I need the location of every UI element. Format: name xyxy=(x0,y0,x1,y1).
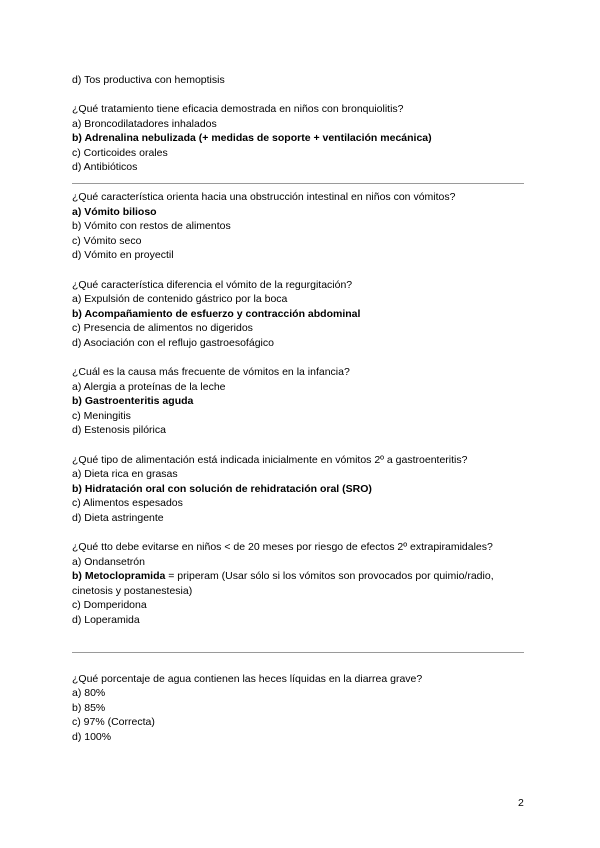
line-text: ¿Qué tipo de alimentación está indicada inicialmente en vómitos 2º a gastroenteritis? xyxy=(72,454,468,466)
answer-note xyxy=(72,584,192,598)
line-text: = priperam (Usar sólo si los vómitos son provocados por quimio/radio, xyxy=(165,570,494,582)
line-text: c) Domperidona xyxy=(72,599,147,611)
line-text: c) Alimentos espesados xyxy=(72,497,183,509)
line-text: ¿Qué tto debe evitarse en niños < de 20 meses por riesgo de efectos 2º extrapiramidales? xyxy=(72,541,493,553)
section-divider xyxy=(72,183,524,184)
answer-option xyxy=(72,511,164,525)
answer-option xyxy=(72,467,178,481)
answer-option xyxy=(72,321,253,335)
line-text: c) Meningitis xyxy=(72,410,131,422)
line-text: cinetosis y postanestesia) xyxy=(72,585,193,597)
line-text: ¿Qué tratamiento tiene eficacia demostrada en niños con bronquiolitis? xyxy=(72,103,404,115)
bold-text: b) Acompañamiento de esfuerzo y contracción abdominal xyxy=(72,308,361,320)
answer-option xyxy=(72,555,145,569)
bold-text: a) Vómito bilioso xyxy=(72,206,157,218)
line-text: d) Asociación con el reflujo gastroesofágico xyxy=(72,337,274,349)
line-text: b) Vómito con restos de alimentos xyxy=(72,220,231,232)
line-text: a) Dieta rica en grasas xyxy=(72,468,178,480)
bold-text: b) Metoclopramida xyxy=(72,570,166,582)
question-text xyxy=(72,102,404,116)
line-text: d) Loperamida xyxy=(72,614,140,626)
line-text: ¿Qué porcentaje de agua contienen las heces líquidas en la diarrea grave? xyxy=(72,673,423,685)
line-text: d) Vómito en proyectil xyxy=(72,249,174,261)
bold-text: b) Hidratación oral con solución de rehidratación oral (SRO) xyxy=(72,483,372,495)
line-text: c) 97% (Correcta) xyxy=(72,716,155,728)
line-text: d) Tos productiva con hemoptisis xyxy=(72,74,225,86)
answer-option-correct xyxy=(72,482,372,496)
answer-option xyxy=(72,117,217,131)
answer-option xyxy=(72,160,137,174)
answer-option-correct xyxy=(72,307,360,321)
answer-option xyxy=(72,146,168,160)
line-text: a) Broncodilatadores inhalados xyxy=(72,118,217,130)
line-text: c) Presencia de alimentos no digeridos xyxy=(72,322,253,334)
line-text: ¿Qué característica orienta hacia una obstrucción intestinal en niños con vómitos? xyxy=(72,191,456,203)
answer-option xyxy=(72,336,274,350)
question-text xyxy=(72,540,493,554)
bold-text: b) Adrenalina nebulizada (+ medidas de soporte + ventilación mecánica) xyxy=(72,132,432,144)
section-divider xyxy=(72,652,524,653)
line-text: a) Alergia a proteínas de la leche xyxy=(72,381,226,393)
answer-option xyxy=(72,409,131,423)
line-text: d) Antibióticos xyxy=(72,161,138,173)
line-text: d) Dieta astringente xyxy=(72,512,164,524)
line-text: ¿Cuál es la causa más frecuente de vómitos en la infancia? xyxy=(72,366,350,378)
line-text: a) Ondansetrón xyxy=(72,556,145,568)
question-text xyxy=(72,190,455,204)
line-text: b) 85% xyxy=(72,702,106,714)
answer-option xyxy=(72,423,166,437)
answer-option xyxy=(72,292,287,306)
answer-option-correct xyxy=(72,205,157,219)
answer-option xyxy=(72,496,183,510)
answer-option-correct xyxy=(72,394,193,408)
answer-option xyxy=(72,234,141,248)
answer-option xyxy=(72,73,225,87)
answer-option xyxy=(72,598,147,612)
line-text: d) 100% xyxy=(72,731,112,743)
question-text xyxy=(72,278,352,292)
answer-option xyxy=(72,730,111,744)
answer-option xyxy=(72,380,226,394)
answer-option-correct xyxy=(72,131,432,145)
answer-option xyxy=(72,219,231,233)
bold-text: b) Gastroenteritis aguda xyxy=(72,395,194,407)
answer-option xyxy=(72,248,174,262)
question-text xyxy=(72,453,467,467)
line-text: a) 80% xyxy=(72,687,106,699)
question-text xyxy=(72,365,350,379)
line-text: a) Expulsión de contenido gástrico por la boca xyxy=(72,293,288,305)
line-text: ¿Qué característica diferencia el vómito de la regurgitación? xyxy=(72,279,353,291)
question-text xyxy=(72,672,422,686)
line-text: c) Vómito seco xyxy=(72,235,142,247)
answer-option xyxy=(72,701,105,715)
page-number: 2 xyxy=(518,797,524,809)
answer-option xyxy=(72,715,155,729)
answer-option xyxy=(72,613,140,627)
answer-option xyxy=(72,686,105,700)
line-text: c) Corticoides orales xyxy=(72,147,168,159)
answer-option-correct xyxy=(72,569,494,583)
line-text: d) Estenosis pilórica xyxy=(72,424,166,436)
